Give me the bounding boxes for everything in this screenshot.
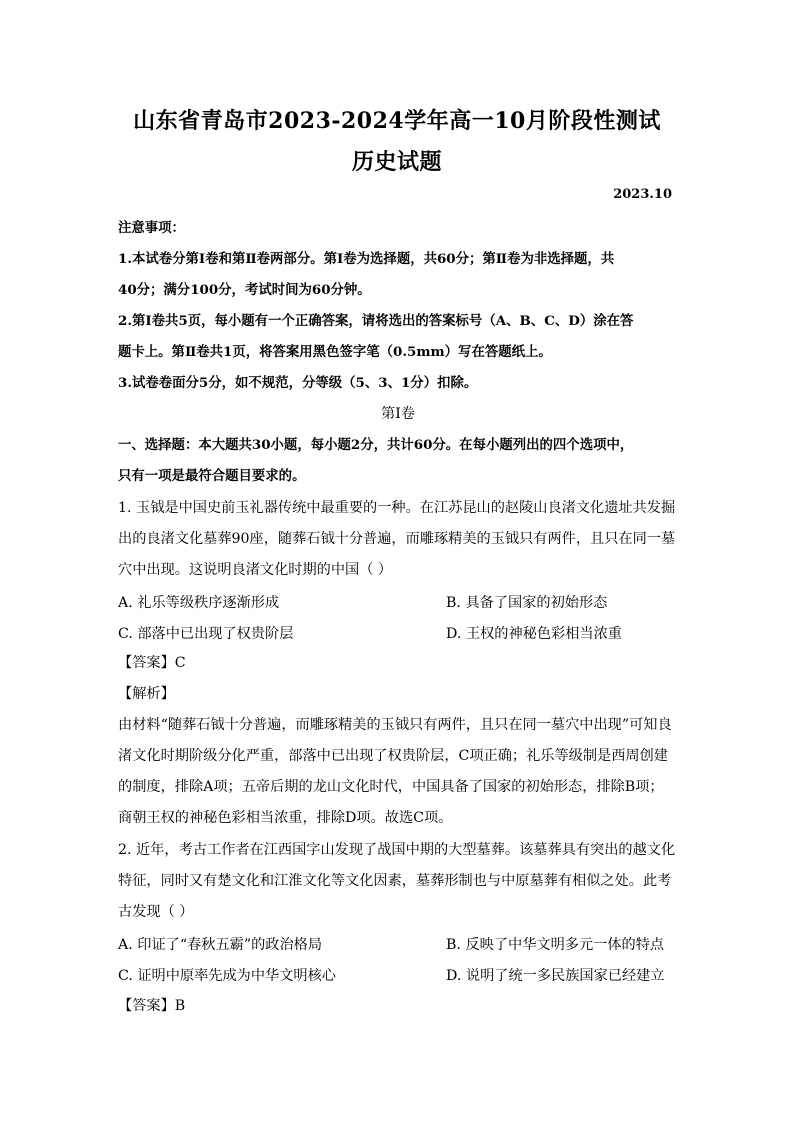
q1-analysis-4: 商朝王权的神秘色彩相当浓重，排除D项。故选C项。 [118, 810, 453, 826]
notice-line-1: 1.本试卷分第Ⅰ卷和第Ⅱ卷两部分。第Ⅰ卷为选择题，共60分；第Ⅱ卷为非选择题，共 [118, 251, 615, 267]
q1-analysis-label: 【解析】 [118, 686, 175, 702]
q1-option-b: B. 具备了国家的初始形态 [446, 595, 608, 611]
q2-option-c: C. 证明中原率先成为中华文明核心 [118, 968, 336, 984]
notice-line-4: 题卡上。第Ⅱ卷共1页，将答案用黑色签字笔（0.5mm）写在答题纸上。 [118, 344, 552, 360]
notice-line-5: 3.试卷卷面分5分，如不规范，分等级（5、3、1分）扣除。 [118, 375, 478, 391]
q1-stem-1: 1. 玉钺是中国史前玉礼器传统中最重要的一种。在江苏昆山的赵陵山良渚文化遗址共发掘 [118, 500, 676, 516]
q1-option-c: C. 部落中已出现了权贵阶层 [118, 626, 294, 642]
q1-answer: 【答案】C [118, 655, 186, 671]
q1-stem-3: 穴中出现。这说明良渚文化时期的中国（ ） [118, 562, 393, 578]
q1-analysis-1: 由材料“随葬石钺十分普遍，而雕琢精美的玉钺只有两件，且只在同一墓穴中出现”可知良 [118, 717, 672, 733]
q1-analysis-3: 的制度，排除A项；五帝后期的龙山文化时代，中国具备了国家的初始形态，排除B项； [118, 779, 664, 795]
q2-option-b: B. 反映了中华文明多元一体的特点 [446, 937, 665, 953]
q2-answer: 【答案】B [118, 998, 186, 1014]
page-title: 山东省青岛市2023-2024学年高一10月阶段性测试 [133, 108, 661, 134]
part1-instruction-2: 只有一项是最符合题目要求的。 [118, 468, 306, 484]
q1-option-d: D. 王权的神秘色彩相当浓重 [446, 626, 622, 642]
notice-heading: 注意事项： [118, 220, 185, 236]
q1-analysis-2: 渚文化时期阶级分化严重，部落中已出现了权贵阶层，C项正确；礼乐等级制是西周创建 [118, 748, 668, 764]
part1-instruction-1: 一、选择题：本大题共30小题，每小题2分，共计60分。在每小题列出的四个选项中， [118, 437, 634, 453]
page-subtitle: 历史试题 [351, 149, 442, 175]
q2-stem-1: 2. 近年，考古工作者在江西国字山发现了战国中期的大型墓葬。该墓葬具有突出的越文化 [118, 842, 676, 858]
notice-line-2: 40分；满分100分，考试时间为60分钟。 [118, 282, 371, 298]
q2-option-d: D. 说明了统一多民族国家已经建立 [446, 968, 665, 984]
q1-option-a: A. 礼乐等级秩序逐渐形成 [118, 595, 280, 611]
q2-option-a: A. 印证了“春秋五霸”的政治格局 [118, 937, 323, 953]
q2-stem-2: 特征，同时又有楚文化和江淮文化等文化因素，墓葬形制也与中原墓葬有相似之处。此考 [118, 873, 672, 889]
section-heading: 第Ⅰ卷 [381, 406, 415, 422]
notice-line-3: 2.第Ⅰ卷共5页，每小题有一个正确答案，请将选出的答案标号（A、B、C、D）涂在答 [118, 313, 634, 329]
q2-stem-3: 古发现（ ） [118, 904, 194, 920]
q1-stem-2: 出的良渚文化墓葬90座，随葬石钺十分普遍，而雕琢精美的玉钺只有两件，且只在同一墓 [118, 531, 676, 547]
exam-date: 2023.10 [613, 187, 672, 202]
